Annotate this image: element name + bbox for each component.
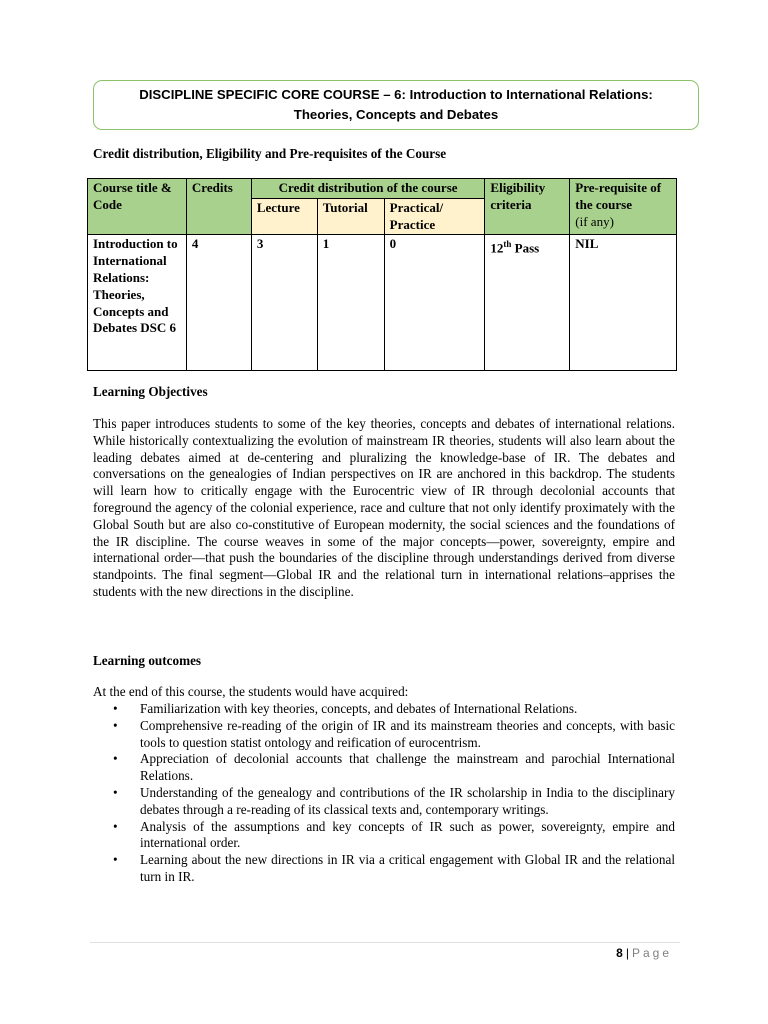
learning-outcomes-list [93, 701, 675, 886]
cell-course: Introduction to International Relations: Theories, Concepts and Debates DSC 6 [88, 235, 187, 371]
cell-tutorial: 1 [317, 235, 384, 371]
course-title-line-1: DISCIPLINE SPECIFIC CORE COURSE – 6: Introduction to International Relations: [139, 87, 653, 102]
list-item: • Learning about the new directions in IR via a critical engagement with Global IR and the relational turn in IR. [113, 852, 675, 884]
page-label: Page [631, 946, 672, 960]
bullet-icon: • [113, 717, 118, 733]
list-item: • Familiarization with key theories, concepts, and debates of International Relations. [113, 701, 578, 716]
list-item: • Understanding of the genealogy and contributions of the IR scholarship in India to the disciplinary debates through a re-reading of its classical texts and, contemporary writings. [113, 784, 675, 817]
cell-credits: 4 [186, 235, 251, 371]
header-credits: Credits [186, 179, 251, 235]
header-practical: Practical/ Practice [384, 198, 485, 235]
credit-distribution-heading: Credit distribution, Eligibility and Pre-requisites of the Course [93, 146, 447, 161]
header-eligibility: Eligibility criteria [485, 179, 570, 235]
header-prerequisite-note: (if any) [575, 213, 614, 229]
table-row [88, 235, 677, 371]
header-course-title: Course title & Code [88, 179, 187, 235]
cell-practical: 0 [384, 235, 485, 371]
list-item: • Comprehensive re-reading of the origin of IR and its mainstream theories and concepts, with basic tools to question statist ontology and reification of eurocentrism. [113, 717, 675, 750]
learning-objectives-text: This paper introduces students to some of the key theories, concepts and debates of international relations. While historically contextualizing the evolution of mainstream IR theories, students will also learn about the leading debates aimed at de-centering and pluralizing the knowledge-base of IR. The debates and conversations on the genealogies of Indian perspectives on IR are anchored in this backdrop. The students will learn how to critically engage with the Eurocentric view of IR through decolonial accounts that foreground the agency of the colonial experience, race and culture that not only identify proximately with the Global South but are also co-constitutive of European modernity, the social sciences and the foundations of the IR discipline. The course weaves in some of the major concepts—power, sovereignty, empire and international order—that push the boundaries of the discipline through understandings derived from diverse standpoints. The final segment—Global IR and the relational turn in international relations–apprises the students with the new directions in the discipline. [93, 416, 675, 599]
cell-lecture: 3 [251, 235, 317, 371]
bullet-icon: • [113, 818, 118, 834]
learning-outcomes-heading: Learning outcomes [93, 653, 202, 668]
header-tutorial: Tutorial [317, 198, 384, 235]
list-item: • Analysis of the assumptions and key concepts of IR such as power, sovereignty, empire and international order. [113, 818, 675, 851]
bullet-icon: • [113, 784, 118, 800]
page-number: 8 [616, 946, 623, 960]
header-lecture: Lecture [251, 198, 317, 235]
learning-outcomes-intro: At the end of this course, the students would have acquired: [93, 684, 409, 699]
footer-divider [90, 942, 680, 943]
table-header-row [88, 179, 677, 199]
cell-eligibility: 12th Pass [485, 235, 570, 371]
bullet-icon: • [113, 751, 118, 767]
page-separator: | [625, 946, 629, 960]
bullet-icon: • [113, 852, 118, 868]
header-credit-distribution: Credit distribution of the course [251, 179, 485, 199]
header-prerequisite: Pre-requisite of the course (if any) [570, 179, 677, 235]
credit-distribution-table [87, 178, 677, 371]
learning-objectives-heading: Learning Objectives [93, 384, 208, 399]
bullet-icon: • [113, 701, 118, 716]
list-item: • Appreciation of decolonial accounts that challenge the mainstream and parochial International Relations. [113, 751, 675, 784]
cell-prerequisite: NIL [570, 235, 677, 371]
course-title-line-2: Theories, Concepts and Debates [293, 107, 499, 122]
page-footer [616, 946, 672, 960]
course-title-box [93, 80, 699, 130]
